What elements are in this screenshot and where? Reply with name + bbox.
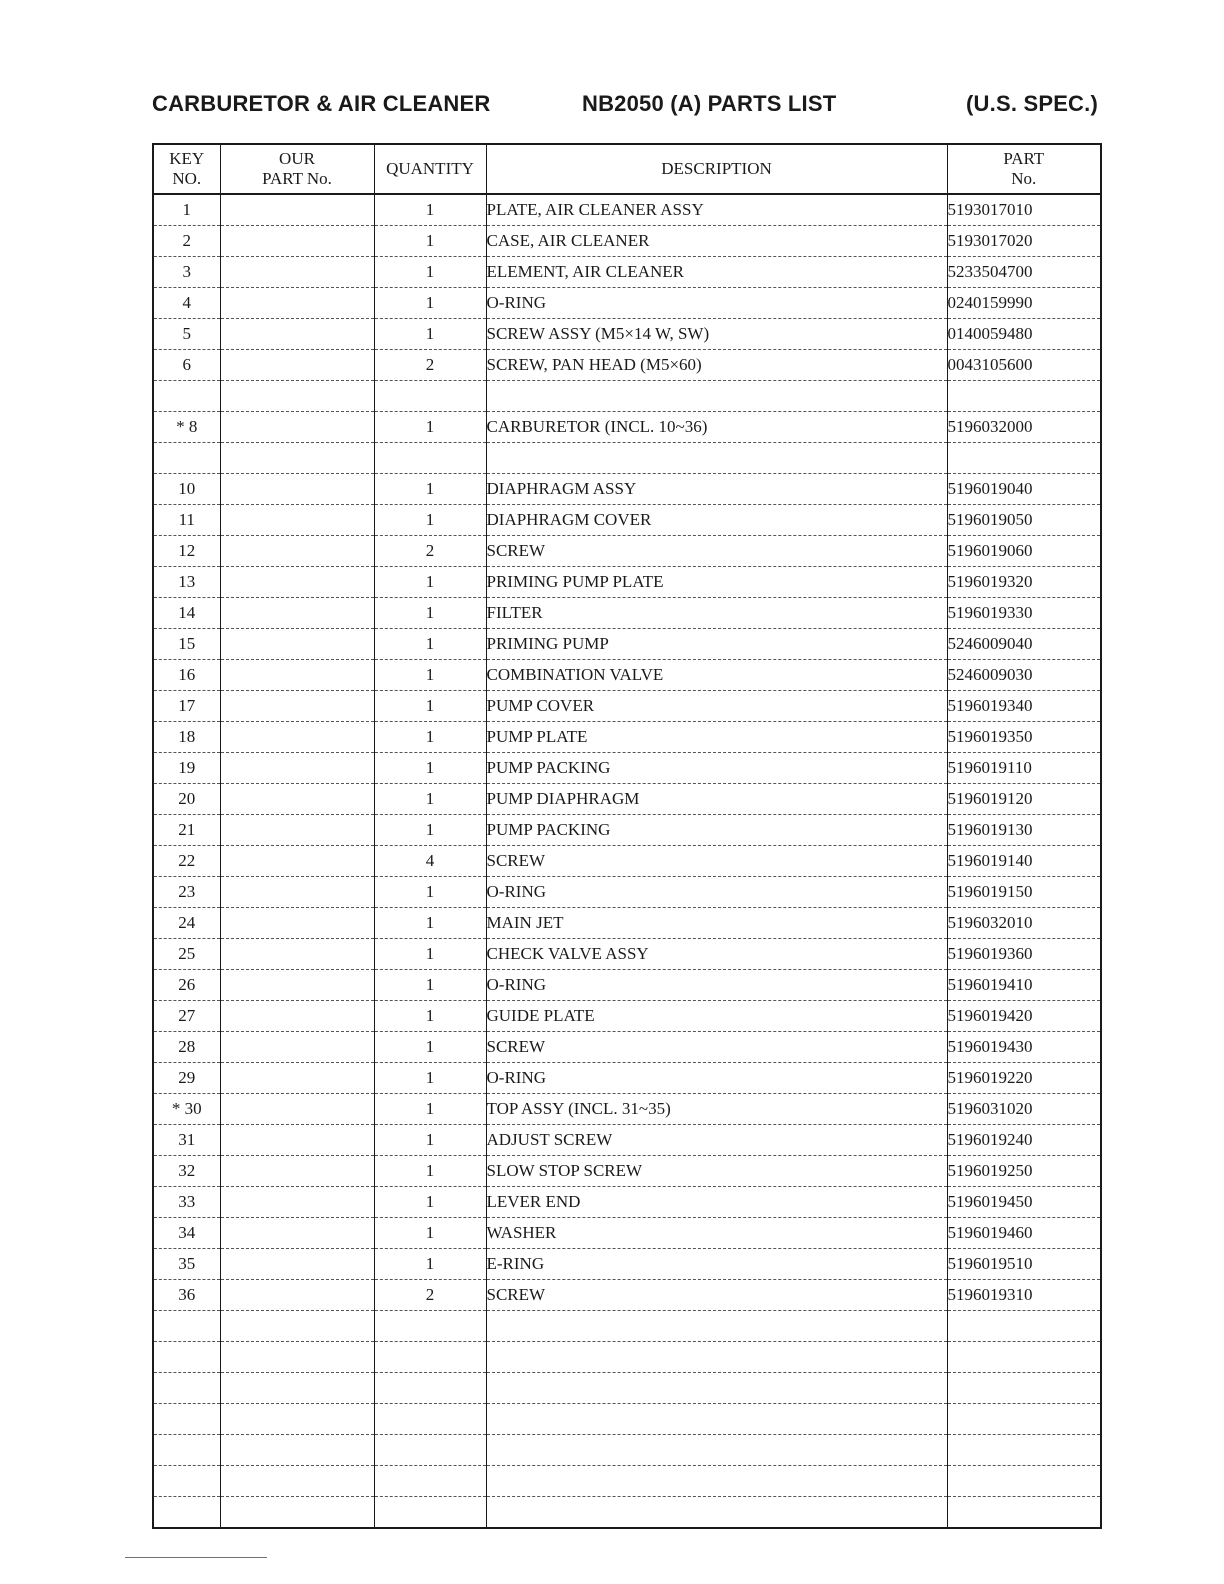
- description-cell: PUMP COVER: [486, 691, 947, 722]
- part-no-cell: 5196019250: [947, 1156, 1101, 1187]
- key-no-cell: 4: [153, 288, 220, 319]
- our-part-no-cell: [220, 1094, 374, 1125]
- our-part-no-cell: [220, 1311, 374, 1342]
- column-header-our-part-no: [220, 144, 374, 194]
- table-row: [153, 629, 1101, 660]
- our-part-no-cell: [220, 1187, 374, 1218]
- our-part-no-cell: [220, 660, 374, 691]
- key-header-line2: NO.: [172, 169, 202, 188]
- table-row: [153, 319, 1101, 350]
- part-no-cell: 5246009030: [947, 660, 1101, 691]
- our-part-no-cell: [220, 1218, 374, 1249]
- key-no-cell: 11: [153, 505, 220, 536]
- our-part-no-cell: [220, 939, 374, 970]
- our-part-no-cell: [220, 567, 374, 598]
- table-row: [153, 846, 1101, 877]
- quantity-cell: 1: [374, 567, 486, 598]
- quantity-cell: 1: [374, 1094, 486, 1125]
- description-cell: O-RING: [486, 288, 947, 319]
- our-part-no-cell: [220, 1249, 374, 1280]
- key-no-cell: 10: [153, 474, 220, 505]
- key-no-cell: 19: [153, 753, 220, 784]
- quantity-cell: [374, 1404, 486, 1435]
- key-no-cell: 35: [153, 1249, 220, 1280]
- header-row: [153, 144, 1101, 194]
- quantity-cell: 1: [374, 939, 486, 970]
- description-cell: ADJUST SCREW: [486, 1125, 947, 1156]
- description-cell: [486, 1311, 947, 1342]
- key-no-cell: 26: [153, 970, 220, 1001]
- column-header-part-no: [947, 144, 1101, 194]
- table-row: [153, 194, 1101, 226]
- table-row: [153, 908, 1101, 939]
- our-part-no-cell: [220, 815, 374, 846]
- description-cell: [486, 381, 947, 412]
- description-cell: SCREW: [486, 1280, 947, 1311]
- our-part-no-cell: [220, 1497, 374, 1529]
- quantity-cell: 1: [374, 722, 486, 753]
- key-no-cell: 36: [153, 1280, 220, 1311]
- key-no-cell: 22: [153, 846, 220, 877]
- part-no-cell: 5196019450: [947, 1187, 1101, 1218]
- column-header-key-no: [153, 144, 220, 194]
- our-part-no-cell: [220, 226, 374, 257]
- parts-table-header: [153, 144, 1101, 194]
- quantity-cell: 1: [374, 1218, 486, 1249]
- key-no-cell: 2: [153, 226, 220, 257]
- part-no-cell: 5196019420: [947, 1001, 1101, 1032]
- quantity-cell: 1: [374, 691, 486, 722]
- part-no-cell: 5246009040: [947, 629, 1101, 660]
- part-no-cell: 5196019430: [947, 1032, 1101, 1063]
- our-part-no-cell: [220, 598, 374, 629]
- our-part-no-cell: [220, 443, 374, 474]
- part-no-cell: 5196019410: [947, 970, 1101, 1001]
- quantity-cell: [374, 443, 486, 474]
- description-cell: CHECK VALVE ASSY: [486, 939, 947, 970]
- key-no-cell: 24: [153, 908, 220, 939]
- description-cell: DIAPHRAGM COVER: [486, 505, 947, 536]
- key-no-cell: [153, 443, 220, 474]
- quantity-cell: 1: [374, 1032, 486, 1063]
- key-no-cell: 32: [153, 1156, 220, 1187]
- quantity-cell: 1: [374, 970, 486, 1001]
- our-part-no-cell: [220, 1125, 374, 1156]
- description-cell: [486, 1497, 947, 1529]
- part-no-cell: [947, 1435, 1101, 1466]
- key-no-cell: 14: [153, 598, 220, 629]
- key-no-cell: 18: [153, 722, 220, 753]
- key-no-cell: 27: [153, 1001, 220, 1032]
- our-part-no-cell: [220, 1156, 374, 1187]
- table-row: [153, 567, 1101, 598]
- key-no-cell: * 30: [153, 1094, 220, 1125]
- our-part-no-cell: [220, 1373, 374, 1404]
- key-no-cell: [153, 1404, 220, 1435]
- description-cell: SCREW ASSY (M5×14 W, SW): [486, 319, 947, 350]
- quantity-cell: 1: [374, 815, 486, 846]
- description-cell: GUIDE PLATE: [486, 1001, 947, 1032]
- description-cell: SLOW STOP SCREW: [486, 1156, 947, 1187]
- table-row: [153, 350, 1101, 381]
- quantity-cell: 1: [374, 288, 486, 319]
- table-row: [153, 877, 1101, 908]
- table-row: [153, 1001, 1101, 1032]
- table-row: [153, 443, 1101, 474]
- part-no-cell: [947, 1497, 1101, 1529]
- description-cell: [486, 1404, 947, 1435]
- part-no-cell: 5196019130: [947, 815, 1101, 846]
- description-cell: SCREW: [486, 536, 947, 567]
- quantity-cell: 2: [374, 536, 486, 567]
- table-row: [153, 1404, 1101, 1435]
- part-no-cell: 5196019340: [947, 691, 1101, 722]
- table-row: [153, 970, 1101, 1001]
- table-row: [153, 722, 1101, 753]
- part-no-cell: 5196019140: [947, 846, 1101, 877]
- key-no-cell: 29: [153, 1063, 220, 1094]
- our-part-no-cell: [220, 381, 374, 412]
- our-part-no-cell: [220, 474, 374, 505]
- quantity-cell: 2: [374, 1280, 486, 1311]
- description-cell: O-RING: [486, 877, 947, 908]
- our-part-no-cell: [220, 1404, 374, 1435]
- quantity-cell: 1: [374, 474, 486, 505]
- table-row: [153, 1280, 1101, 1311]
- key-no-cell: 20: [153, 784, 220, 815]
- our-part-no-cell: [220, 1063, 374, 1094]
- table-row: [153, 1218, 1101, 1249]
- table-row: [153, 691, 1101, 722]
- quantity-cell: 1: [374, 877, 486, 908]
- description-cell: PUMP PLATE: [486, 722, 947, 753]
- key-no-cell: 34: [153, 1218, 220, 1249]
- part-no-cell: 5196019120: [947, 784, 1101, 815]
- our-part-no-cell: [220, 536, 374, 567]
- quantity-cell: 1: [374, 598, 486, 629]
- part-no-cell: 5193017010: [947, 194, 1101, 226]
- spec-label: (U.S. SPEC.): [966, 91, 1098, 116]
- description-cell: CARBURETOR (INCL. 10~36): [486, 412, 947, 443]
- table-row: [153, 1063, 1101, 1094]
- our-part-no-cell: [220, 288, 374, 319]
- description-cell: DIAPHRAGM ASSY: [486, 474, 947, 505]
- our-part-no-cell: [220, 877, 374, 908]
- table-row: [153, 753, 1101, 784]
- part-no-cell: 5196019460: [947, 1218, 1101, 1249]
- part-no-cell: 5196019330: [947, 598, 1101, 629]
- footer-rule: [125, 1557, 267, 1558]
- quantity-cell: 1: [374, 194, 486, 226]
- column-header-description: DESCRIPTION: [486, 144, 947, 194]
- our-part-no-cell: [220, 753, 374, 784]
- key-no-cell: 17: [153, 691, 220, 722]
- quantity-cell: 1: [374, 257, 486, 288]
- part-no-cell: 5196019050: [947, 505, 1101, 536]
- table-row: [153, 1094, 1101, 1125]
- part-no-cell: 5196019350: [947, 722, 1101, 753]
- our-part-no-cell: [220, 1466, 374, 1497]
- part-no-cell: 5193017020: [947, 226, 1101, 257]
- description-cell: TOP ASSY (INCL. 31~35): [486, 1094, 947, 1125]
- part-no-cell: 5196019110: [947, 753, 1101, 784]
- quantity-cell: 1: [374, 319, 486, 350]
- description-cell: FILTER: [486, 598, 947, 629]
- our-part-no-cell: [220, 194, 374, 226]
- description-cell: SCREW, PAN HEAD (M5×60): [486, 350, 947, 381]
- our-part-no-cell: [220, 908, 374, 939]
- key-no-cell: [153, 1497, 220, 1529]
- quantity-cell: [374, 1466, 486, 1497]
- key-no-cell: 21: [153, 815, 220, 846]
- description-cell: PRIMING PUMP PLATE: [486, 567, 947, 598]
- description-cell: PUMP PACKING: [486, 753, 947, 784]
- quantity-cell: 2: [374, 350, 486, 381]
- part-no-cell: 5196019060: [947, 536, 1101, 567]
- key-no-cell: 1: [153, 194, 220, 226]
- description-cell: WASHER: [486, 1218, 947, 1249]
- page-header: [152, 91, 1098, 121]
- key-no-cell: 33: [153, 1187, 220, 1218]
- quantity-cell: [374, 1435, 486, 1466]
- key-no-cell: 6: [153, 350, 220, 381]
- our-part-no-cell: [220, 846, 374, 877]
- part-no-cell: 5196019320: [947, 567, 1101, 598]
- table-row: [153, 288, 1101, 319]
- key-header-line1: KEY: [169, 149, 205, 168]
- our-part-no-cell: [220, 784, 374, 815]
- quantity-cell: 4: [374, 846, 486, 877]
- table-row: [153, 505, 1101, 536]
- our-part-no-cell: [220, 319, 374, 350]
- quantity-cell: 1: [374, 1125, 486, 1156]
- table-row: [153, 1156, 1101, 1187]
- description-cell: PUMP PACKING: [486, 815, 947, 846]
- description-cell: [486, 1342, 947, 1373]
- description-cell: [486, 1373, 947, 1404]
- table-row: [153, 784, 1101, 815]
- key-no-cell: [153, 381, 220, 412]
- quantity-cell: 1: [374, 753, 486, 784]
- key-no-cell: [153, 1373, 220, 1404]
- table-row: [153, 1125, 1101, 1156]
- parts-list-title: NB2050 (A) PARTS LIST: [582, 91, 837, 116]
- table-row: [153, 474, 1101, 505]
- description-cell: CASE, AIR CLEANER: [486, 226, 947, 257]
- description-cell: PLATE, AIR CLEANER ASSY: [486, 194, 947, 226]
- key-no-cell: 23: [153, 877, 220, 908]
- quantity-cell: [374, 1311, 486, 1342]
- quantity-cell: 1: [374, 908, 486, 939]
- part-no-cell: 5196032000: [947, 412, 1101, 443]
- description-cell: PRIMING PUMP: [486, 629, 947, 660]
- table-row: [153, 1187, 1101, 1218]
- our-part-no-cell: [220, 412, 374, 443]
- quantity-cell: 1: [374, 505, 486, 536]
- description-cell: ELEMENT, AIR CLEANER: [486, 257, 947, 288]
- part-no-cell: [947, 1466, 1101, 1497]
- quantity-cell: [374, 381, 486, 412]
- key-no-cell: 31: [153, 1125, 220, 1156]
- quantity-cell: 1: [374, 412, 486, 443]
- part-no-cell: 5196019040: [947, 474, 1101, 505]
- table-row: [153, 1497, 1101, 1529]
- table-row: [153, 1435, 1101, 1466]
- part-no-cell: [947, 1311, 1101, 1342]
- part-header-line1: PART: [1003, 149, 1045, 168]
- key-no-cell: 3: [153, 257, 220, 288]
- table-row: [153, 1373, 1101, 1404]
- our-part-no-cell: [220, 691, 374, 722]
- our-part-no-cell: [220, 257, 374, 288]
- part-no-cell: [947, 443, 1101, 474]
- quantity-cell: 1: [374, 226, 486, 257]
- key-no-cell: 5: [153, 319, 220, 350]
- table-row: [153, 1342, 1101, 1373]
- key-no-cell: [153, 1311, 220, 1342]
- quantity-cell: 1: [374, 660, 486, 691]
- part-no-cell: 5196019510: [947, 1249, 1101, 1280]
- quantity-cell: 1: [374, 1249, 486, 1280]
- our-part-no-cell: [220, 1280, 374, 1311]
- table-row: [153, 815, 1101, 846]
- key-no-cell: 15: [153, 629, 220, 660]
- our-header-line1: OUR: [279, 149, 315, 168]
- our-part-no-cell: [220, 1032, 374, 1063]
- description-cell: [486, 1435, 947, 1466]
- part-no-cell: [947, 1342, 1101, 1373]
- key-no-cell: [153, 1466, 220, 1497]
- description-cell: SCREW: [486, 1032, 947, 1063]
- key-no-cell: 13: [153, 567, 220, 598]
- table-row: [153, 412, 1101, 443]
- our-part-no-cell: [220, 505, 374, 536]
- our-part-no-cell: [220, 722, 374, 753]
- table-row: [153, 536, 1101, 567]
- key-no-cell: [153, 1435, 220, 1466]
- description-cell: [486, 443, 947, 474]
- table-row: [153, 598, 1101, 629]
- our-header-line2: PART No.: [262, 169, 332, 188]
- our-part-no-cell: [220, 1342, 374, 1373]
- description-cell: E-RING: [486, 1249, 947, 1280]
- part-no-cell: 5196019220: [947, 1063, 1101, 1094]
- quantity-cell: 1: [374, 1001, 486, 1032]
- part-no-cell: 5196019360: [947, 939, 1101, 970]
- description-cell: O-RING: [486, 1063, 947, 1094]
- our-part-no-cell: [220, 970, 374, 1001]
- table-row: [153, 660, 1101, 691]
- key-no-cell: 12: [153, 536, 220, 567]
- table-row: [153, 1032, 1101, 1063]
- description-cell: O-RING: [486, 970, 947, 1001]
- quantity-cell: 1: [374, 629, 486, 660]
- table-row: [153, 257, 1101, 288]
- part-no-cell: [947, 1373, 1101, 1404]
- part-header-line2: No.: [1011, 169, 1037, 188]
- part-no-cell: 5196032010: [947, 908, 1101, 939]
- description-cell: PUMP DIAPHRAGM: [486, 784, 947, 815]
- part-no-cell: 0240159990: [947, 288, 1101, 319]
- key-no-cell: [153, 1342, 220, 1373]
- part-no-cell: [947, 1404, 1101, 1435]
- quantity-cell: [374, 1497, 486, 1529]
- quantity-cell: [374, 1342, 486, 1373]
- part-no-cell: 5196031020: [947, 1094, 1101, 1125]
- description-cell: [486, 1466, 947, 1497]
- table-row: [153, 1466, 1101, 1497]
- key-no-cell: 16: [153, 660, 220, 691]
- table-row: [153, 1249, 1101, 1280]
- table-row: [153, 226, 1101, 257]
- parts-table-body: [153, 194, 1101, 1528]
- our-part-no-cell: [220, 1435, 374, 1466]
- part-no-cell: 5233504700: [947, 257, 1101, 288]
- our-part-no-cell: [220, 350, 374, 381]
- quantity-cell: [374, 1373, 486, 1404]
- part-no-cell: [947, 381, 1101, 412]
- table-row: [153, 1311, 1101, 1342]
- key-no-cell: 25: [153, 939, 220, 970]
- table-row: [153, 939, 1101, 970]
- description-cell: COMBINATION VALVE: [486, 660, 947, 691]
- quantity-cell: 1: [374, 1187, 486, 1218]
- our-part-no-cell: [220, 629, 374, 660]
- description-cell: LEVER END: [486, 1187, 947, 1218]
- part-no-cell: 5196019310: [947, 1280, 1101, 1311]
- part-no-cell: 0140059480: [947, 319, 1101, 350]
- key-no-cell: 28: [153, 1032, 220, 1063]
- description-cell: SCREW: [486, 846, 947, 877]
- section-title: CARBURETOR & AIR CLEANER: [152, 91, 491, 116]
- column-header-quantity: QUANTITY: [374, 144, 486, 194]
- table-row: [153, 381, 1101, 412]
- quantity-cell: 1: [374, 784, 486, 815]
- part-no-cell: 0043105600: [947, 350, 1101, 381]
- quantity-cell: 1: [374, 1156, 486, 1187]
- part-no-cell: 5196019240: [947, 1125, 1101, 1156]
- key-no-cell: * 8: [153, 412, 220, 443]
- quantity-cell: 1: [374, 1063, 486, 1094]
- our-part-no-cell: [220, 1001, 374, 1032]
- parts-table: [152, 143, 1102, 1529]
- part-no-cell: 5196019150: [947, 877, 1101, 908]
- description-cell: MAIN JET: [486, 908, 947, 939]
